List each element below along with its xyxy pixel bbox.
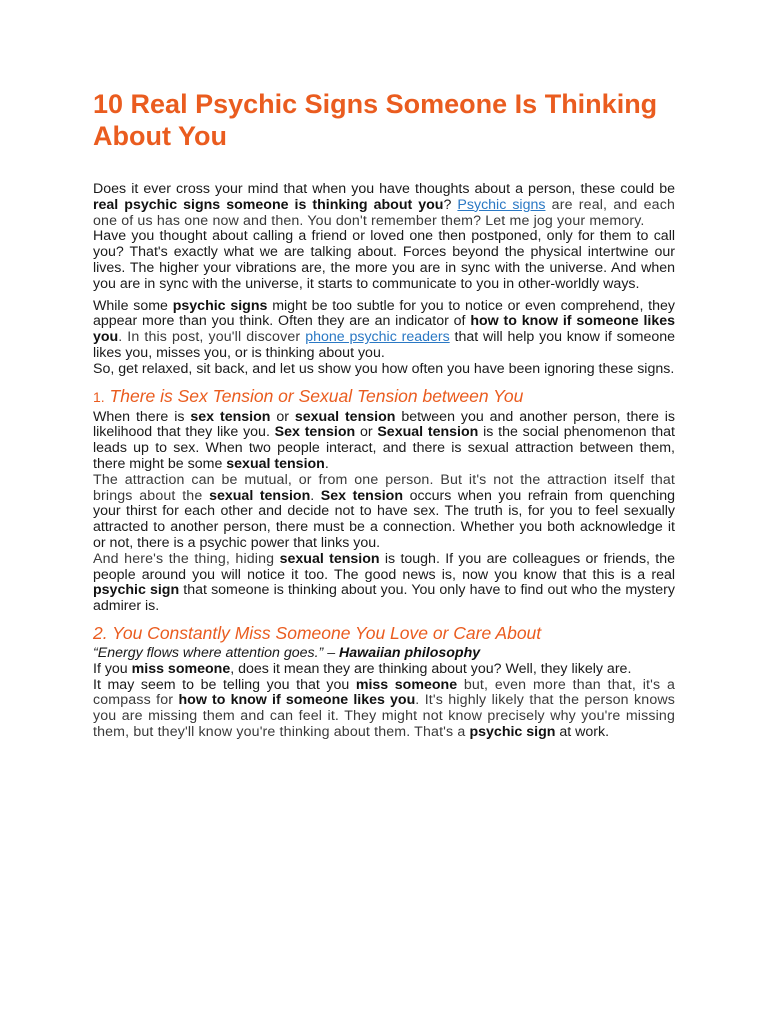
section-2-body [93, 646, 675, 741]
section-1-heading: 1. There is Sex Tension or Sexual Tension between You [93, 385, 524, 406]
intro-paragraph-2: Have you thought about calling a friend or loved one then postponed, only for them to call you? That's exactly what we are talking about. Forces beyond the physical intertwine our lives. The higher your vibrations are, the more you are in sync with the universe. And when you are in sync with the universe, it starts to communicate to you in other-worldly ways. [93, 228, 675, 292]
psychic-signs-link[interactable]: Psychic signs [457, 196, 546, 213]
intro-section-2 [93, 299, 675, 378]
article-title: 10 Real Psychic Signs Someone Is Thinking About You [93, 89, 658, 151]
section-2-paragraph-2: It may seem to be telling you that you miss someone but, even more than that, it's a compass for how to know if someone likes you. It's highly likely that the person knows you are missing them and can feel it. They might not know precisely why you're missing them, but they'll know you're thinking about them. That's a psychic sign at work. [93, 676, 676, 740]
bold-phrase: real psychic signs someone is thinking about you [93, 196, 444, 213]
phone-psychic-readers-link[interactable]: phone psychic readers [305, 329, 450, 346]
bold-phrase: how to know if someone likes you [93, 313, 675, 346]
intro-paragraph-1: Does it ever cross your mind that when you have thoughts about a person, these could be real psychic signs someone is thinking about you? Psychic signs are real, and each one of us has one now and then. You don't remember them? Let me jog your memory. [93, 181, 675, 229]
section-1-paragraph-2: The attraction can be mutual, or from one person. But it's not the attraction itself that brings about the sexual tension. Sex tension occurs when you refrain from quenching your thirst for each other and decide not to have sex. The truth is, for you to feel sexually attracted to another person, there must be a connection. Whether you both acknowledge it or not, there is a psychic power that links you. [93, 471, 675, 551]
intro-paragraph-3: While some psychic signs might be too subtle for you to notice or even comprehend, they appear more than you think. Often they are an indicator of how to know if someone likes you. In this post, you'll discover phone psychic readers that will help you know if someone likes you, misses you, or is thinking about you. [93, 297, 676, 361]
section-1-paragraph-3: And here's the thing, hiding sexual tension is tough. If you are colleagues or friends, the people around you will notice it too. The good news is, now you know that this is a real psychic sign that someone is thinking about you. You only have to find out who the mystery admirer is. [93, 550, 676, 615]
bold-phrase: psychic signs [172, 297, 268, 314]
section-1-paragraph-1: When there is sex tension or sexual tension between you and another person, there is likelihood that they like you. Sex tension or Sexual tension is the social phenomenon that leads up to sex. When two people interact, and there is sexual attraction between them, there might be some sexual tension. [93, 408, 675, 472]
section-2-quote: “Energy flows where attention goes.” – Hawaiian philosophy [93, 644, 481, 661]
intro-section [93, 182, 675, 293]
intro-paragraph-4: So, get relaxed, sit back, and let us show you how often you have been ignoring these signs. [93, 360, 675, 377]
section-1-body [93, 410, 675, 615]
section-2-paragraph-1: If you miss someone, does it mean they are thinking about you? Well, they likely are. [93, 660, 632, 677]
section-2-heading: 2. You Constantly Miss Someone You Love or Care About [93, 622, 542, 643]
